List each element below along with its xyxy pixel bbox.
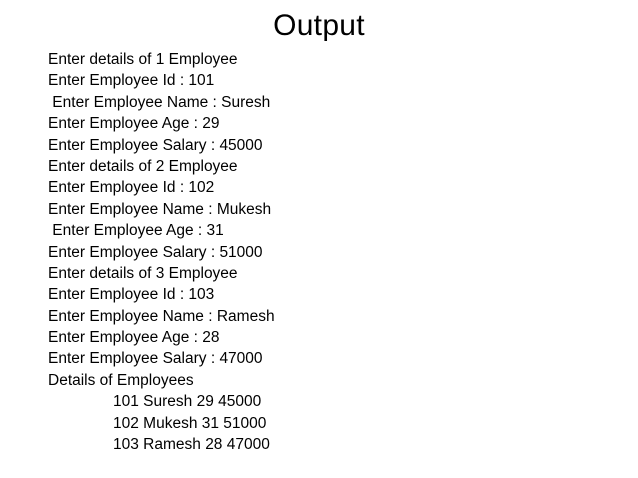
output-line: Enter details of 2 Employee: [48, 157, 238, 175]
output-line: Enter Employee Salary : 45000: [48, 136, 263, 154]
output-line: Enter Employee Name : Suresh: [48, 93, 271, 111]
console-output: [48, 49, 608, 455]
summary-row: 102 Mukesh 31 51000: [113, 414, 267, 432]
output-line: Enter details of 1 Employee: [48, 51, 238, 68]
summary-row: 101 Suresh 29 45000: [113, 393, 262, 411]
slide-title: Output: [273, 9, 365, 42]
output-line: Enter Employee Id : 101: [48, 72, 215, 90]
output-line: Enter Employee Age : 29: [48, 115, 220, 133]
output-line: Enter Employee Id : 102: [48, 179, 215, 197]
output-line: Enter Employee Salary : 47000: [48, 350, 263, 368]
output-line: Enter details of 3 Employee: [48, 264, 238, 282]
output-line: Enter Employee Age : 28: [48, 329, 220, 347]
output-line: Enter Employee Name : Ramesh: [48, 307, 275, 325]
output-line: Enter Employee Id : 103: [48, 286, 215, 304]
output-line: Details of Employees: [48, 371, 194, 389]
output-line: Enter Employee Salary : 51000: [48, 243, 263, 261]
output-line: Enter Employee Age : 31: [48, 222, 224, 240]
summary-row: 103 Ramesh 28 47000: [113, 436, 270, 454]
output-line: Enter Employee Name : Mukesh: [48, 200, 272, 218]
